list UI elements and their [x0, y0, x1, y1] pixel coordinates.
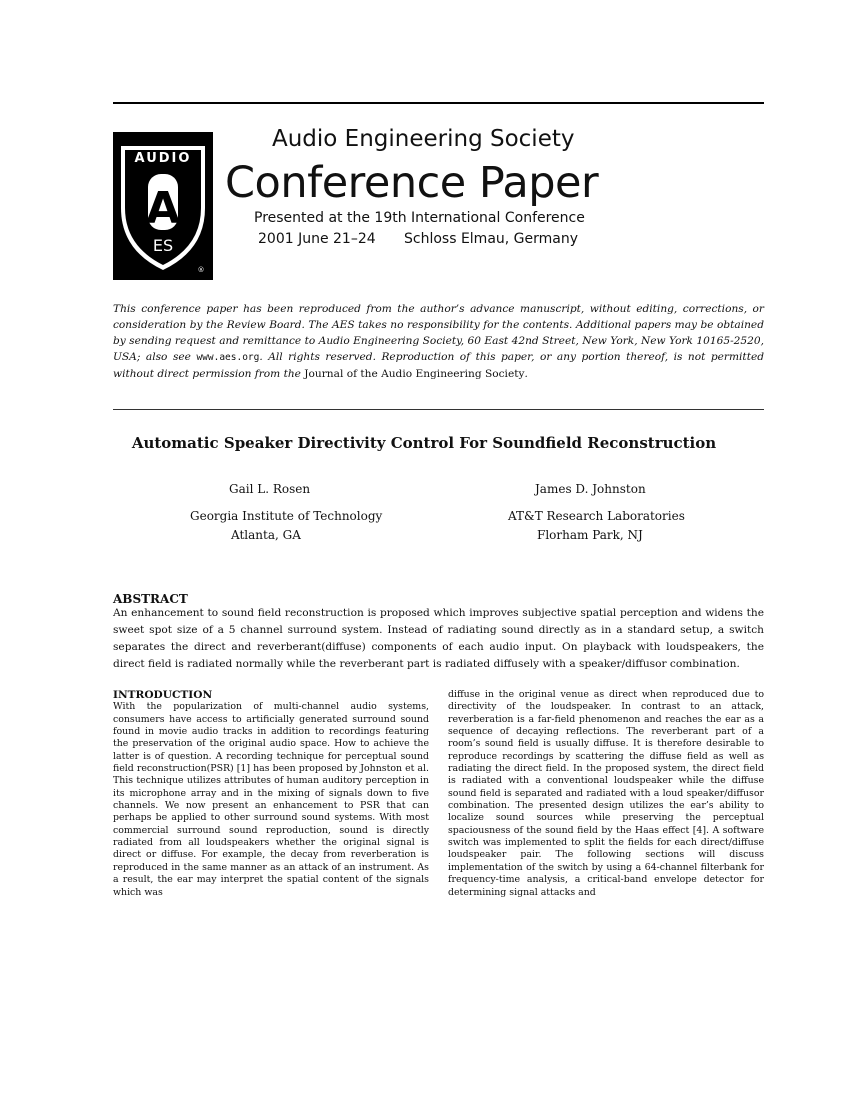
author-2-location: Florham Park, NJ — [537, 528, 643, 542]
author-2-affiliation: AT&T Research Laboratories — [508, 509, 685, 523]
paper-type-heading: Conference Paper — [225, 158, 599, 208]
journal-name: Journal of the Audio Engineering Society — [304, 368, 525, 380]
column-right — [448, 689, 764, 899]
column-left — [113, 689, 429, 899]
author-1-location: Atlanta, GA — [231, 528, 301, 542]
logo-registered-mark: ® — [197, 266, 205, 274]
logo-center-letter: A — [145, 183, 181, 234]
paper-title: Automatic Speaker Directivity Control For Soundfield Reconstruction — [131, 434, 717, 452]
aes-logo — [113, 132, 213, 280]
reproduction-notice — [113, 301, 764, 382]
author-2-name: James D. Johnston — [535, 482, 646, 496]
author-1-name: Gail L. Rosen — [229, 482, 311, 496]
top-rule — [113, 102, 764, 104]
notice-rule — [113, 409, 764, 410]
logo-bottom-text: ES — [152, 236, 174, 255]
notice-text-2: . All rights reserved. Reproduction of this paper, or any portion thereof, is not permitted without direct permission from the — [113, 351, 764, 380]
presented-at: Presented at the 19th International Conference — [254, 210, 585, 226]
introduction-heading: INTRODUCTION — [113, 689, 213, 701]
conference-place: Schloss Elmau, Germany — [404, 231, 579, 247]
logo-top-text: AUDIO — [134, 151, 192, 166]
aes-website-link[interactable]: www.aes.org — [196, 352, 260, 363]
author-1-affiliation: Georgia Institute of Technology — [190, 509, 383, 523]
introduction-text-col2: diffuse in the original venue as direct when reproduced due to directivity of the loudspeaker. In contrast to an attack, reverberation is a far-field phenomenon and reaches the ear as a sequence of decaying reflections. The reverberant part of a room’s sound field is usually diffuse. It is therefore desirable to reproduce recordings by scattering the diffuse field as well as radiating the direct field. In the proposed system, the direct field is radiated with a conventional loudspeaker while the diffuse sound field is separated and radiated with a loud speaker/diffusor combination. The presented design utilizes the ear’s ability to localize sound sources while preserving the perceptual spaciousness of the sound field by the Haas effect [4]. A software switch was implemented to split the fields for each direct/diffuse loudspeaker pair. The following sections will discuss implementation of the switch by using a 64-channel filterbank for frequency-time analysis, a critical-band envelope detector for determining signal attacks and — [448, 689, 764, 898]
abstract-text: An enhancement to sound field reconstruction is proposed which improves subjective spatial perception and widens the sweet spot size of a 5 channel surround system. Instead of radiating sound directly as in a standard setup, a switch separates the direct and reverberant(diffuse) components of each audio input. On playback with loudspeakers, the direct field is radiated normally while the reverberant part is radiated diffusely with a speaker/diffusor combination. — [113, 607, 764, 670]
notice-text-1: This conference paper has been reproduced from the author’s advance manuscript, without editing, corrections, or consideration by the Review Board. The AES takes no responsibility for the contents. Additional papers may be obtained by sending request and remittance to Audio Engineering Society, 60 East 42nd Street, New York, New York 10165-2520, USA; also see — [113, 303, 764, 363]
conference-date: 2001 June 21–24 — [258, 231, 376, 247]
society-name: Audio Engineering Society — [272, 126, 575, 152]
notice-end: . — [524, 368, 528, 380]
abstract-heading: ABSTRACT — [113, 592, 188, 606]
introduction-text-col1: With the popularization of multi-channel audio systems, consumers have access to artificially generated surround sound found in movie audio tracks in addition to recordings featuring the preservation of the original audio space. How to achieve the latter is of question. A recording technique for perceptual sound field reconstruction(PSR) [1] has been proposed by Johnston et al. This technique utilizes attributes of human auditory perception in its microphone array and in the mixing of signals down to five channels. We now present an enhancement to PSR that can perhaps be applied to other surround sound systems. With most commercial surround sound reproduction, sound is directly radiated from all loudspeakers whether the original signal is direct or diffuse. For example, the decay from reverberation is reproduced in the same manner as an attack of an instrument. As a result, the ear may interpret the spatial content of the signals which was — [113, 701, 429, 898]
